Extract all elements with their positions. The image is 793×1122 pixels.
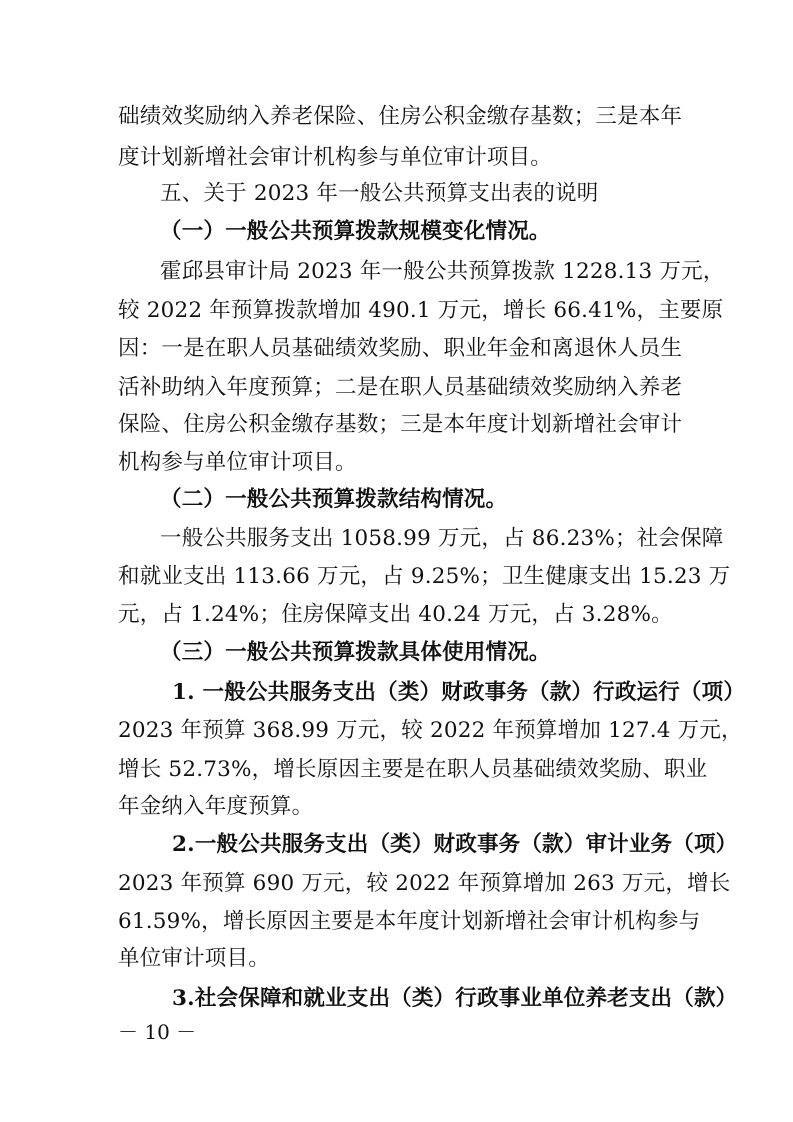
item-heading: 3.社会保障和就业支出（类）行政事业单位养老支出（款） [172, 986, 738, 1011]
text-line: 度计划新增社会审计机构参与单位审计项目。 [118, 145, 553, 170]
text-line: 年金纳入年度预算。 [118, 794, 314, 819]
text-line: 单位审计项目。 [118, 946, 270, 971]
text-line: 2023 年预算 690 万元，较 2022 年预算增加 263 万元，增长 [118, 871, 731, 896]
text-line: 础绩效奖励纳入养老保险、住房公积金缴存基数；三是本年 [118, 104, 683, 129]
text-line: 霍邱县审计局 2023 年一般公共预算拨款 1228.13 万元， [160, 259, 725, 284]
subsection-heading: （一）一般公共预算拨款规模变化情况。 [160, 219, 551, 244]
text-line: 增长 52.73%，增长原因主要是在职人员基础绩效奖励、职业 [118, 757, 708, 782]
text-line: 61.59%，增长原因主要是本年度计划新增社会审计机构参与 [118, 909, 701, 934]
text-line: 保险、住房公积金缴存基数；三是本年度计划新增社会审计 [118, 412, 683, 437]
item-heading: 2.一般公共服务支出（类）财政事务（款）审计业务（项） [172, 832, 738, 857]
text-line: 机构参与单位审计项目。 [118, 450, 357, 475]
text-line: 2023 年预算 368.99 万元，较 2022 年预算增加 127.4 万元， [118, 718, 743, 743]
text-line: 和就业支出 113.66 万元，占 9.25%；卫生健康支出 15.23 万 [118, 564, 731, 589]
text-line: 一般公共服务支出 1058.99 万元，占 86.23%；社会保障 [160, 526, 724, 551]
page-number: － 10 － [118, 1020, 197, 1044]
subsection-heading: （三）一般公共预算拨款具体使用情况。 [160, 640, 551, 665]
text-line: 活补助纳入年度预算；二是在职人员基础绩效奖励纳入养老 [118, 375, 683, 400]
text-line: 因：一是在职人员基础绩效奖励、职业年金和离退休人员生 [118, 336, 683, 361]
text-line: 元，占 1.24%；住房保障支出 40.24 万元，占 3.28%。 [118, 602, 673, 627]
item-heading: 1. 一般公共服务支出（类）财政事务（款）行政运行（项） [172, 680, 746, 705]
subsection-heading: （二）一般公共预算拨款结构情况。 [160, 487, 508, 512]
text-line: 较 2022 年预算拨款增加 490.1 万元，增长 66.41%，主要原 [118, 298, 724, 323]
section-heading: 五、关于 2023 年一般公共预算支出表的说明 [160, 181, 599, 206]
